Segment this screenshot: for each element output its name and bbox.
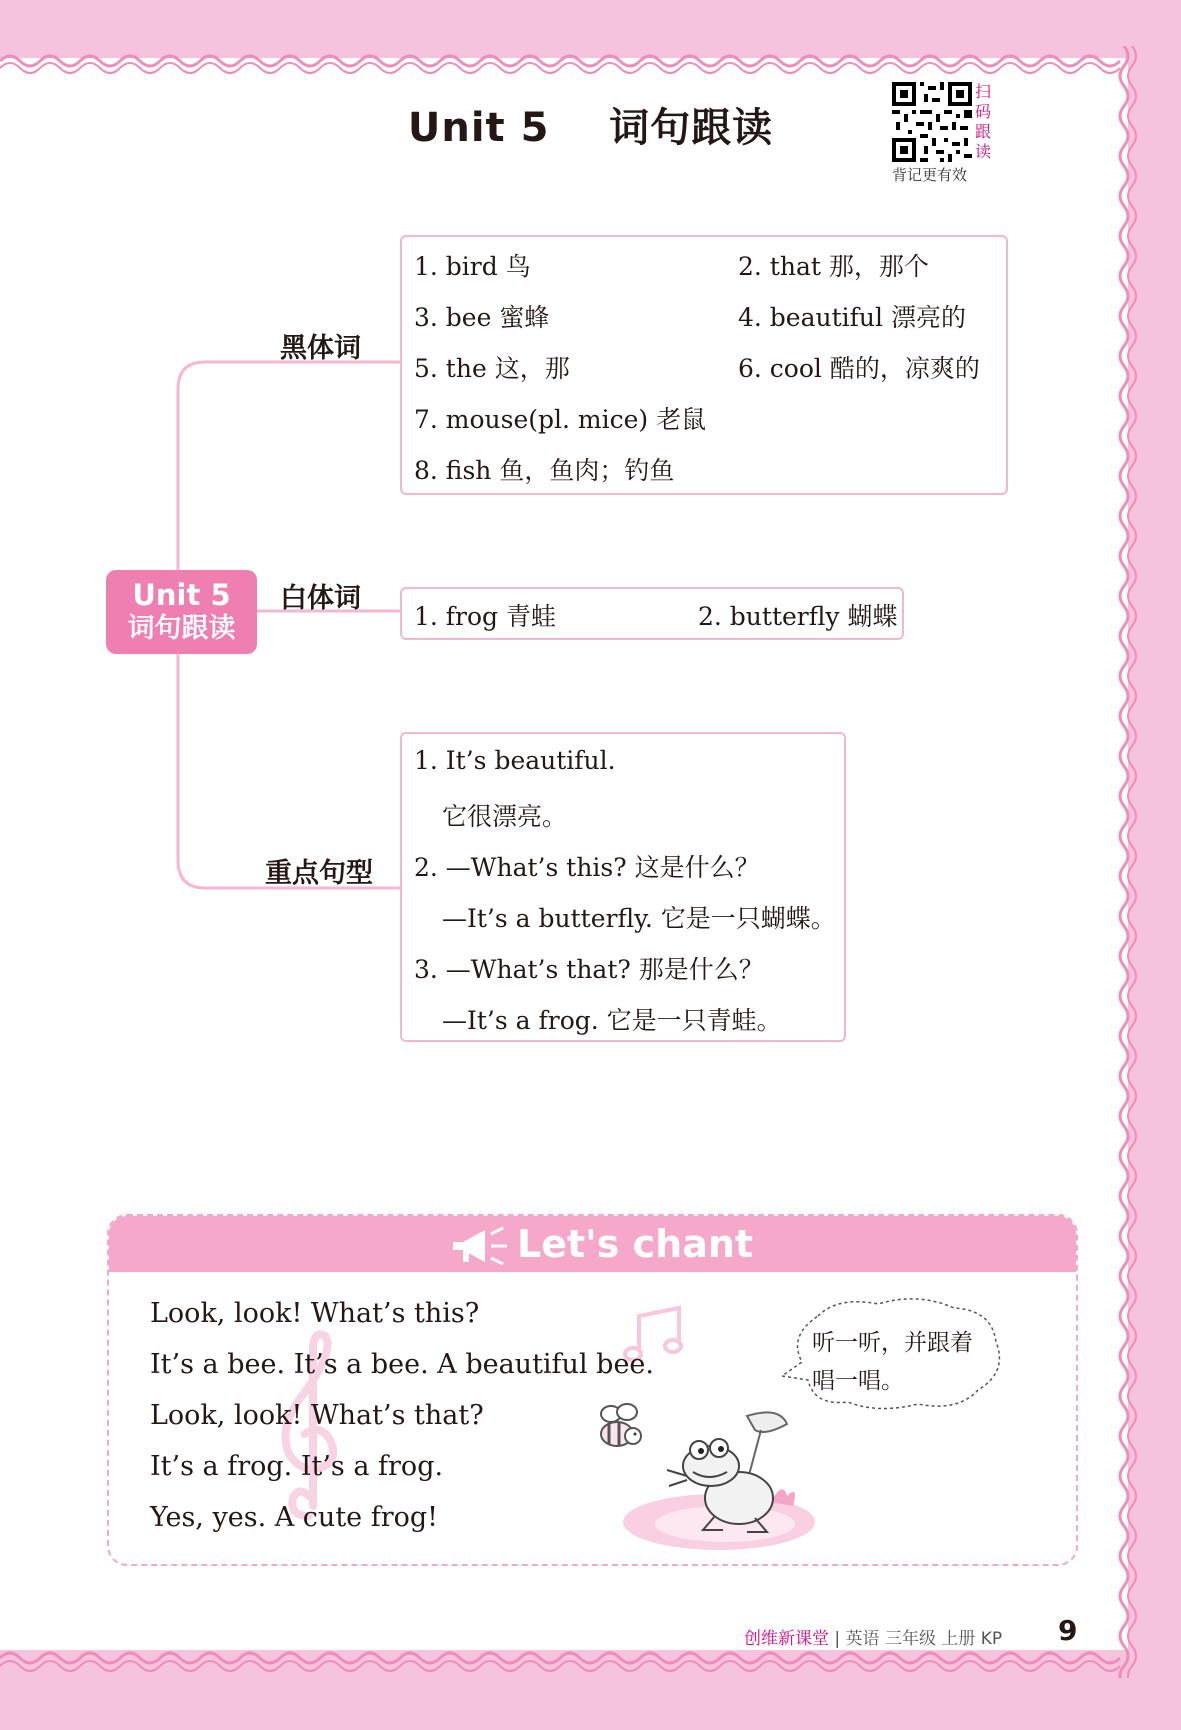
root-line-2: 词句跟读 [127, 613, 236, 644]
bold-word-8: 8. fish 鱼，鱼肉；钓鱼 [414, 456, 675, 485]
chant-line-1: Look, look! What’s this? [150, 1298, 480, 1329]
branch-label-key-sentences: 重点句型 [265, 858, 373, 889]
footer [744, 1624, 1002, 1649]
sentence-line-4: —It’s a butterfly. 它是一只蝴蝶。 [442, 904, 836, 933]
bubble-line-1: 听一听，并跟着 [812, 1330, 973, 1356]
mind-map-root [106, 570, 257, 654]
footer-info: 英语 三年级 上册 KP [845, 1629, 1003, 1649]
bold-word-6: 6. cool 酷的，凉爽的 [738, 354, 980, 383]
white-words-box [400, 587, 904, 640]
title-text: 词句跟读 [609, 105, 774, 151]
chant-line-4: It’s a frog. It’s a frog. [150, 1451, 444, 1482]
key-sentences-box [400, 732, 846, 1042]
qr-side-text: 扫码跟读 [975, 82, 992, 161]
bold-word-5: 5. the 这，那 [414, 354, 570, 383]
sentence-line-3: 2. —What’s this? 这是什么？ [414, 853, 760, 882]
page-number: 9 [1058, 1614, 1078, 1647]
branch-label-bold-words: 黑体词 [280, 333, 361, 364]
speech-bubble-text [812, 1324, 973, 1400]
bottom-wave-border [0, 1648, 1181, 1678]
chant-line-5: Yes, yes. A cute frog! [150, 1502, 439, 1533]
lets-chant-title: Let's chant [517, 1222, 754, 1266]
bold-words-box [400, 235, 1008, 495]
frog-on-lily-pad-illustration [615, 1406, 815, 1556]
chant-line-2: It’s a bee. It’s a bee. A beautiful bee. [150, 1349, 654, 1380]
bold-word-3: 3. bee 蜜蜂 [414, 303, 550, 332]
sentence-line-2: 它很漂亮。 [442, 802, 568, 831]
chant-line-3: Look, look! What’s that? [150, 1400, 484, 1431]
root-line-1: Unit 5 [132, 578, 231, 612]
bold-word-1: 1. bird 鸟 [414, 252, 531, 281]
bubble-line-2: 唱一唱。 [812, 1368, 904, 1394]
branch-label-white-words: 白体词 [280, 583, 361, 614]
bold-word-4: 4. beautiful 漂亮的 [738, 303, 966, 332]
bold-word-2: 2. that 那，那个 [738, 252, 929, 281]
footer-brand: 创维新课堂 [744, 1629, 829, 1649]
footer-separator: | [829, 1629, 846, 1649]
title-unit: Unit 5 [407, 105, 550, 151]
white-word-1: 1. frog 青蛙 [414, 602, 557, 631]
sentence-line-6: —It’s a frog. 它是一只青蛙。 [442, 1006, 782, 1035]
qr-caption: 背记更有效 [892, 166, 968, 184]
megaphone-icon [449, 1224, 511, 1268]
sentence-line-1: 1. It’s beautiful. [414, 746, 616, 775]
white-word-2: 2. butterfly 蝴蝶 [698, 602, 898, 631]
sentence-line-5: 3. —What’s that? 那是什么？ [414, 955, 764, 984]
bold-word-7: 7. mouse(pl. mice) 老鼠 [414, 405, 707, 434]
